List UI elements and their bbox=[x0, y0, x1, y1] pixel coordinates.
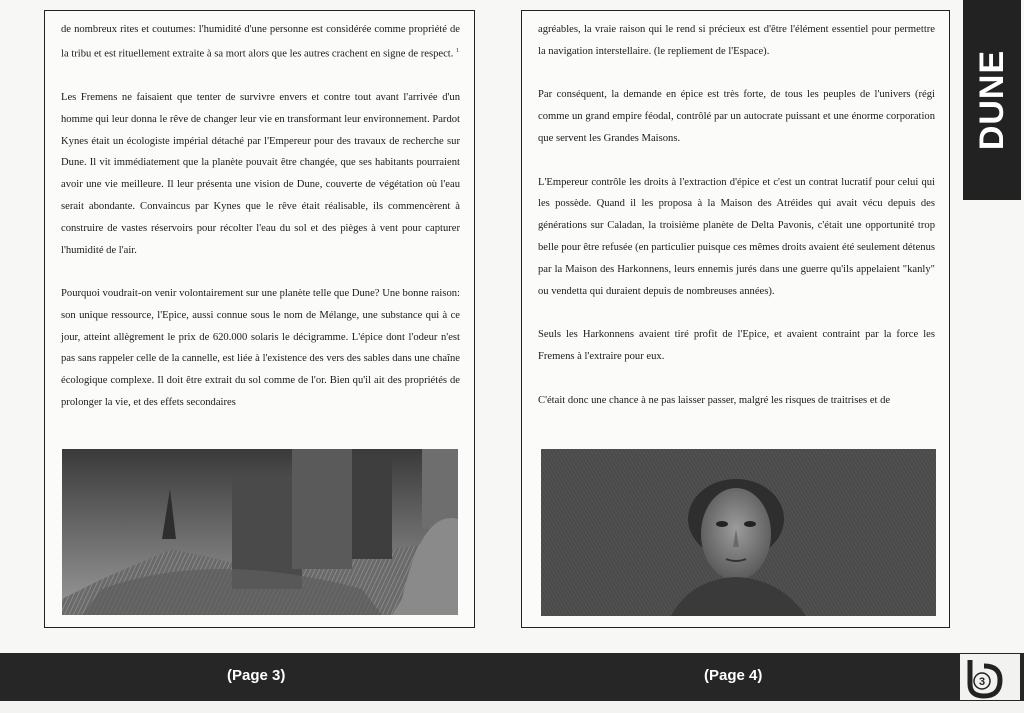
portrait-illustration bbox=[541, 449, 936, 616]
left-paragraph-3: Pourquoi voudrait-on venir volontairement sur une planète telle que Dune? Une bonne raison: son unique ressource, l'Epice, aussi connue sous le nom de Mélange, une substance qui à ce jour, atteint allègrement le prix de 620.000 solaris le décigramme. L'épice dont l'odeur n'est pas sans rappeler celle de la cannelle, est liée à l'existence des vers des sables dans une chaîne écologique complexe. Il doit être extrait du sol comme de l'or. Bien qu'il ait des propriétés de prolonger la vie, et des effets secondaires bbox=[61, 288, 460, 409]
right-paragraph-3: L'Empereur contrôle les droits à l'extraction d'épice et c'est un contrat lucratif pour celui qui les possède. Quand il les proposa à la Maison des Atréides qui avait vécu depuis des générations sur Caladan, la troisième planète de Delta Pavonis, c'était une opportunité trop belle pour être refusée (en particulier puisque ces mêmes droits avaient été seulement détenus par la Maison des Harkonnens, leurs ennemis jurés dans une guerre qu'ils appelaient "kanly" ou vendetta qui duraient depuis de nombreuses années). bbox=[538, 176, 935, 297]
right-paragraph-5: C'était donc une chance à ne pas laisser passer, malgré les risques de traitrises et de bbox=[538, 394, 891, 406]
right-paragraph-2: Par conséquent, la demande en épice est très forte, de tous les peuples de l'univers (régi comme un grand empire féodal, contrôlé par un autocrate puissant et une énorme corporation que servent les Grandes Maisons. bbox=[538, 89, 935, 144]
right-paragraph-4: Seuls les Harkonnens avaient tiré profit de l'Epice, et avaient contraint par la force les Fremens à l'extraire pour eux. bbox=[538, 329, 935, 362]
left-paragraph-2: Les Fremens ne faisaient que tenter de survivre envers et contre tout avant l'arrivée d'un homme qui leur donna le rêve de changer leur vie en transformant leur environnement. Pardot Kynes était un écologiste impérial détaché par l'Empereur pour des travaux de recherche sur Dune. Il vit immédiatement que la planète pouvait être changée, que ses habitants pourraient avoir une vie meilleure. Il leur présenta une vision de Dune, couverte de végétation où l'eau serait abondante. Convaincus par Kynes que le rêve était réalisable, ils commencèrent à construire de vastes réservoirs pour récolter l'eau du sol et des pièges à vent pour capturer l'humidité de l'air. bbox=[61, 91, 460, 256]
page-3-label: (Page 3) bbox=[227, 667, 286, 684]
left-page-panel bbox=[44, 10, 475, 628]
page-number-badge-text: 3 bbox=[978, 676, 986, 688]
footer-bar bbox=[0, 653, 1024, 701]
right-page-text bbox=[538, 19, 935, 411]
dune-side-title: DUNE bbox=[973, 49, 1011, 151]
right-paragraph-1: agréables, la vraie raison qui le rend si précieux est d'être l'élément essentiel pour permettre la navigation interstellaire. (le repliement de l'Espace). bbox=[538, 24, 935, 57]
page-number-badge bbox=[960, 654, 1020, 700]
left-paragraph-1: de nombreux rites et coutumes: l'humidité d'une personne est considérée comme propriété de la tribu et est rituellement extraite à sa mort alors que les autres crachent en signe de respect. $^1$ bbox=[61, 24, 460, 60]
right-page-panel bbox=[521, 10, 950, 628]
desert-palace-illustration bbox=[62, 449, 458, 615]
bottom-strip bbox=[0, 701, 1024, 713]
footnote-mark: 1 bbox=[456, 47, 460, 54]
dune-side-tab bbox=[963, 0, 1021, 200]
left-page-text bbox=[61, 19, 460, 414]
page-4-label: (Page 4) bbox=[704, 667, 763, 684]
